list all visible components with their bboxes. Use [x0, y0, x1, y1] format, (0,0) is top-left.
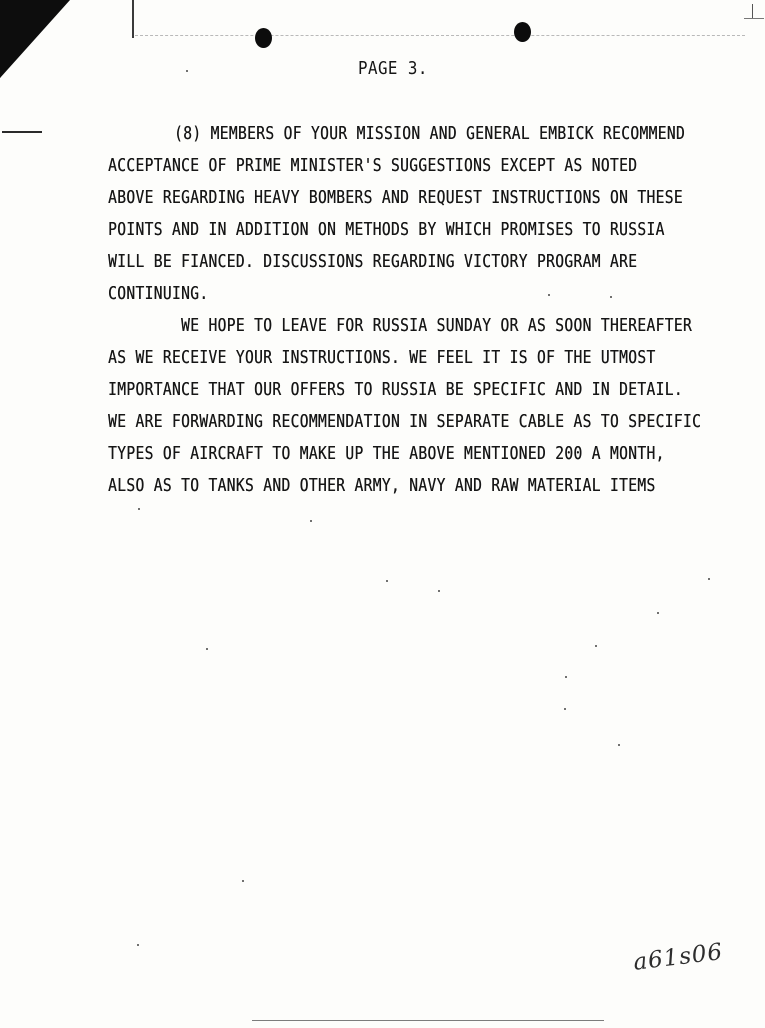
text-line: WILL BE FIANCED. DISCUSSIONS REGARDING VICTORY PROGRAM ARE	[108, 251, 638, 272]
handwritten-archive-mark: a61s06	[632, 939, 725, 976]
corner-tick-base	[744, 18, 764, 19]
speck	[564, 708, 566, 710]
speck	[138, 508, 140, 510]
speck	[242, 880, 244, 882]
speck	[657, 612, 659, 614]
text-line: CONTINUING.	[108, 283, 209, 304]
corner-tick	[752, 4, 753, 18]
margin-mark	[2, 131, 42, 133]
speck	[565, 676, 567, 678]
speck	[618, 744, 620, 746]
bottom-rule	[252, 1020, 604, 1021]
text-line: ABOVE REGARDING HEAVY BOMBERS AND REQUEST INSTRUCTIONS ON THESE	[108, 187, 683, 208]
punch-hole	[255, 28, 272, 48]
speck	[206, 648, 208, 650]
text-line: AS WE RECEIVE YOUR INSTRUCTIONS. WE FEEL IT IS OF THE UTMOST	[108, 347, 656, 368]
text-line: POINTS AND IN ADDITION ON METHODS BY WHICH PROMISES TO RUSSIA	[108, 219, 665, 240]
top-rule	[135, 35, 745, 36]
text-line: ALSO AS TO TANKS AND OTHER ARMY, NAVY AND RAW MATERIAL ITEMS	[108, 475, 656, 496]
page-number: PAGE 3.	[358, 58, 428, 79]
speck	[137, 944, 139, 946]
text-line: IMPORTANCE THAT OUR OFFERS TO RUSSIA BE SPECIFIC AND IN DETAIL.	[108, 379, 683, 400]
margin-bar	[132, 0, 134, 38]
folded-corner-tip	[0, 60, 12, 78]
speck	[438, 590, 440, 592]
speck	[548, 294, 550, 296]
speck	[386, 580, 388, 582]
text-line: (8) MEMBERS OF YOUR MISSION AND GENERAL EMBICK RECOMMEND	[174, 123, 685, 144]
speck	[708, 578, 710, 580]
text-line: WE ARE FORWARDING RECOMMENDATION IN SEPARATE CABLE AS TO SPECIFIC	[108, 411, 702, 432]
speck	[310, 520, 312, 522]
text-line: TYPES OF AIRCRAFT TO MAKE UP THE ABOVE MENTIONED 200 A MONTH,	[108, 443, 665, 464]
punch-hole	[514, 22, 531, 42]
speck	[186, 70, 188, 72]
speck	[610, 296, 612, 298]
text-line: ACCEPTANCE OF PRIME MINISTER'S SUGGESTIONS EXCEPT AS NOTED	[108, 155, 638, 176]
speck	[595, 645, 597, 647]
text-line: WE HOPE TO LEAVE FOR RUSSIA SUNDAY OR AS SOON THEREAFTER	[181, 315, 692, 336]
